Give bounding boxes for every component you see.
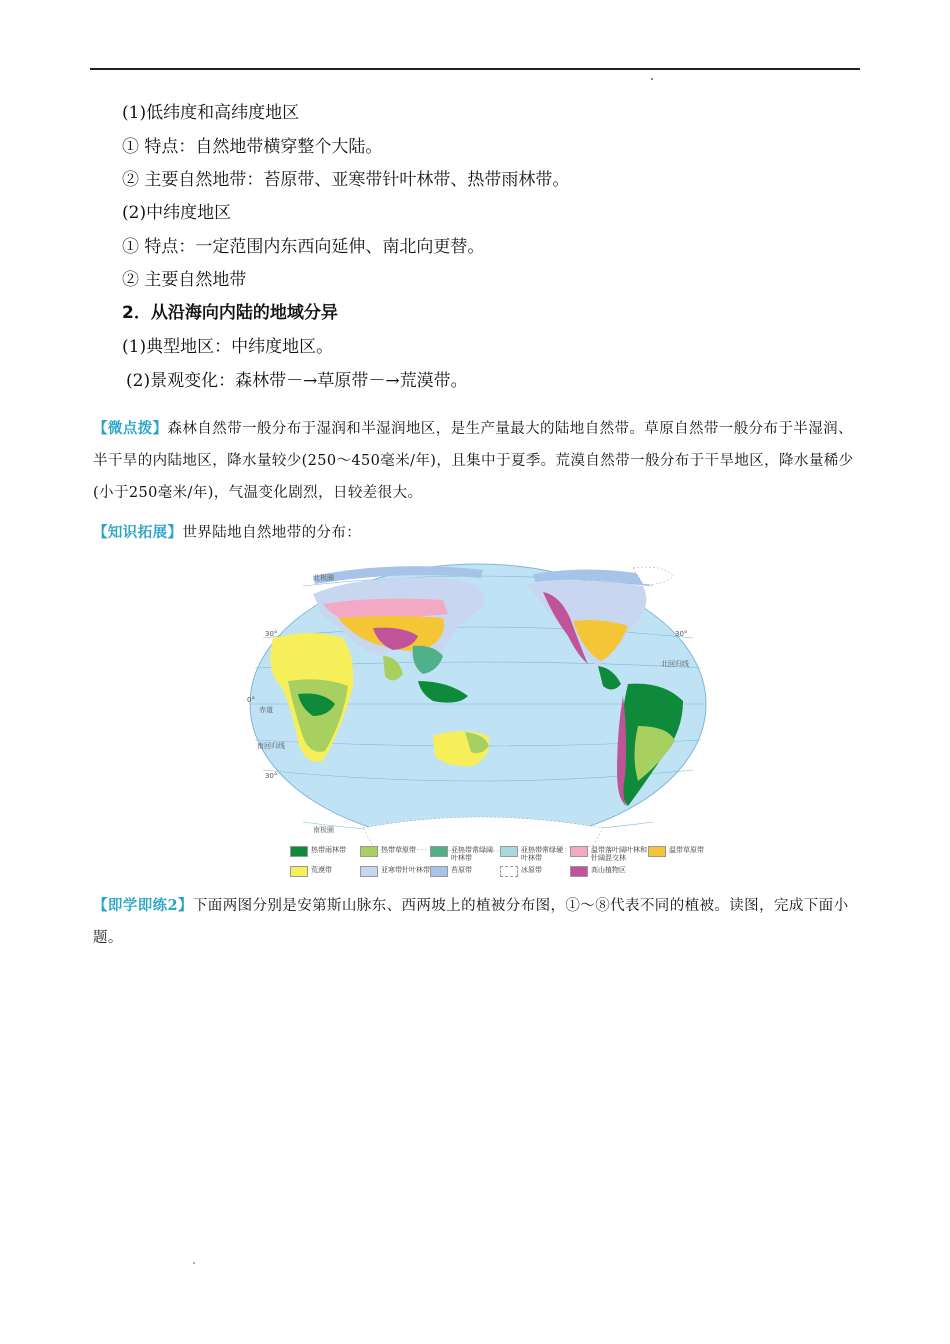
- outline-line-5: ① 特点：一定范围内东西向延伸、南北向更替。: [122, 237, 485, 257]
- legend-item: [430, 846, 495, 862]
- legend-label: 温带草原带: [669, 846, 704, 854]
- extension-paragraph: [93, 517, 863, 549]
- lat-30n-label-left: 30°: [265, 630, 278, 638]
- tip-text: 森林自然带一般分布于湿润和半湿润地区，是生产量最大的陆地自然带。草原自然带一般分布于半湿润、半干旱的内陆地区，降水量较少(250～450毫米/年)，且集中于夏季。荒漠自然带一般分布于干旱地区，降水量稀少(小于250毫米/年)，气温变化剧烈，日较差很大。: [93, 421, 854, 501]
- legend-label: 亚热带常绿阔叶林带: [451, 846, 493, 862]
- legend-item: [290, 866, 355, 878]
- extension-tag: 【知识拓展】: [93, 524, 183, 541]
- tropic-n-label: 北回归线: [661, 660, 689, 668]
- outline-line-9: (2)景观变化：森林带－→草原带－→荒漠带。: [126, 371, 468, 391]
- legend-label: 冰原带: [521, 866, 542, 874]
- section-heading-2: 2．从沿海向内陆的地域分异: [122, 303, 338, 323]
- legend-label: 亚热带常绿硬叶林带: [521, 846, 563, 862]
- legend-item: [500, 866, 565, 878]
- legend-swatch: [430, 846, 448, 857]
- legend-item: [570, 866, 635, 878]
- legend-item: [500, 846, 565, 862]
- legend-swatch: [648, 846, 666, 857]
- tip-paragraph: [93, 413, 863, 509]
- outline-line-6: ② 主要自然地带: [122, 270, 247, 290]
- map-svg: [243, 556, 713, 856]
- lat-30s-label: 30°: [265, 772, 278, 780]
- tropic-s-label: 南回归线: [257, 742, 285, 750]
- legend-item: [648, 846, 713, 858]
- outline-line-2: ① 特点：自然地带横穿整个大陆。: [122, 137, 383, 157]
- antarctic-circle-label: 南极圈: [313, 826, 334, 834]
- legend-label: 热带雨林带: [311, 846, 346, 854]
- outline-line-8: (1)典型地区：中纬度地区。: [122, 337, 334, 357]
- legend-label: 亚寒带针叶林带: [381, 866, 430, 874]
- footer-dot: [193, 1262, 195, 1264]
- legend-label: 温带落叶阔叶林和针阔混交林: [591, 846, 647, 862]
- legend-item: [570, 846, 649, 862]
- tip-tag: 【微点拨】: [93, 420, 168, 437]
- legend-item: [360, 866, 441, 878]
- practice-paragraph: [93, 890, 863, 954]
- legend-swatch: [570, 866, 588, 877]
- legend-item: [290, 846, 355, 858]
- legend-swatch: [570, 846, 588, 857]
- lat-30n-label-right: 30°: [675, 630, 688, 638]
- practice-tag: 【即学即练2】: [93, 897, 193, 914]
- legend-swatch: [360, 866, 378, 877]
- outline-line-1: (1)低纬度和高纬度地区: [122, 103, 300, 123]
- equator-label: 赤道: [259, 706, 273, 714]
- legend-swatch: [500, 866, 518, 877]
- legend-swatch: [430, 866, 448, 877]
- extension-text: 世界陆地自然地带的分布：: [182, 525, 362, 541]
- legend-item: [430, 866, 495, 878]
- legend-item: [360, 846, 425, 858]
- legend-label: 苔原带: [451, 866, 472, 874]
- legend-swatch: [290, 846, 308, 857]
- header-rule: [90, 68, 860, 70]
- lat0-label: 0°: [247, 696, 255, 704]
- practice-text: 下面两图分别是安第斯山脉东、西两坡上的植被分布图，①～⑧代表不同的植被。读图，完成下面小题。: [93, 898, 849, 946]
- world-natural-zones-map: [243, 556, 713, 886]
- legend-swatch: [290, 866, 308, 877]
- legend-swatch: [500, 846, 518, 857]
- header-dot: [651, 78, 653, 80]
- outline-line-3: ② 主要自然地带：苔原带、亚寒带针叶林带、热带雨林带。: [122, 170, 570, 190]
- arctic-circle-label: 北极圈: [313, 574, 334, 582]
- outline-line-4: (2)中纬度地区: [122, 203, 232, 223]
- legend-label: 热带草原带: [381, 846, 416, 854]
- legend-label: 高山植物区: [591, 866, 626, 874]
- legend-label: 荒漠带: [311, 866, 332, 874]
- legend-swatch: [360, 846, 378, 857]
